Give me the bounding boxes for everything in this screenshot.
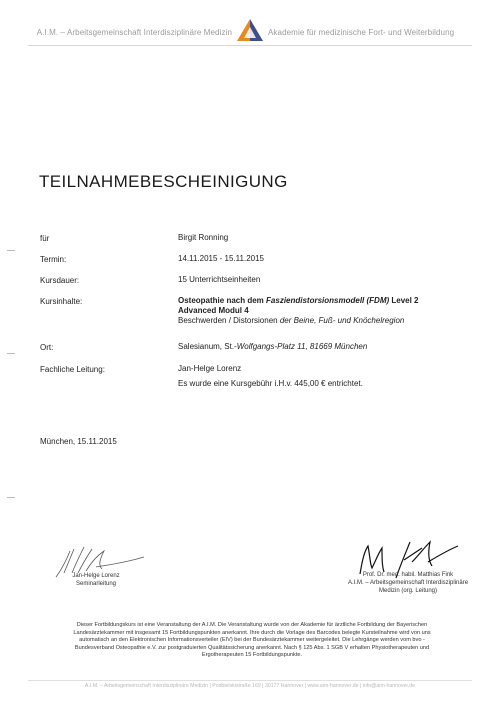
value-leitung: Jan-Helge Lorenz [178, 364, 242, 373]
value-ort: Salesianum, St.-Wolfgangs-Platz 11, 81669 München [178, 342, 368, 351]
note-line: Ergotherapeuten 15 Fortbildungspunkte. [201, 652, 303, 659]
signature-right-name: Prof. Dr. med. habil. Matthias Fink [362, 572, 454, 578]
signature-left-name: Jan-Helge Lorenz [72, 573, 120, 579]
label-fuer: für [40, 234, 50, 243]
aim-logo-icon [236, 18, 264, 42]
header-divider [28, 45, 472, 46]
course-title-line: Osteopathie nach dem Fasziendistorsionsmodell (FDM) Level 2 [178, 296, 419, 305]
signature-left-role: Seminarleitung [75, 581, 117, 587]
fee-statement: Es wurde eine Kursgebühr i.H.v. 445,00 € entrichtet. [178, 379, 363, 388]
note-line: automatisch an den Elektronischen Informationsverteiler (EIV) bei der Bundesärztekammer weitergeleitet. Die Lehrgänge werden vom bvo - [79, 637, 425, 644]
label-kursdauer: Kursdauer: [40, 276, 80, 285]
fold-mark [7, 353, 15, 354]
note-line: Dieser Fortbildungskurs ist eine Veranstaltung der A.I.M. Die Veranstaltung wurde von der Akademie für ärztliche Fortbildung der Bayerischen [76, 622, 428, 628]
course-topic-line: Beschwerden / Distorsionen der Beine, Fuß- und Knöchelregion [178, 316, 405, 325]
header-left-text: A.I.M. – Arbeitsgemeinschaft Interdisziplinäre Medizin [36, 28, 232, 37]
label-kursinhalte: Kursinhalte: [40, 297, 83, 306]
value-termin: 14.11.2015 - 15.11.2015 [178, 254, 264, 263]
header-right-text: Akademie für medizinische Fort- und Weiterbildung [268, 28, 455, 37]
course-module-line: Advanced Modul 4 [178, 306, 249, 315]
value-kursinhalte [178, 296, 419, 326]
signature-right-role: Medizin (org. Leitung) [378, 588, 438, 594]
value-participant: Birgit Ronning [178, 233, 229, 242]
accreditation-note [40, 622, 464, 660]
footer-address: A.I.M. – Arbeitsgemeinschaft Interdisziplinäre Medizin | Podbielskistraße 169 | 30177 Hannover | www.aim-hannover.de | info@aim-hannover.de [84, 683, 416, 689]
note-line: Landesärztekammer mit insgesamt 15 Fortbildungspunkten anerkannt. Ihre durch die Vorlage des Barcodes belegte Kursteilnahme wird von uns [73, 629, 431, 636]
fold-mark [7, 497, 15, 498]
label-leitung: Fachliche Leitung: [40, 365, 105, 374]
value-kursdauer: 15 Unterrichtseinheiten [178, 275, 261, 284]
label-termin: Termin: [40, 255, 67, 264]
document-title: TEILNAHMEBESCHEINIGUNG [39, 172, 288, 191]
footer-divider [28, 680, 472, 681]
fold-mark [7, 250, 15, 251]
place-date: München, 15.11.2015 [40, 437, 117, 446]
note-line: Bundesverband Osteopathie e.V. zur postgraduierten Qualitätssicherung anerkannt. Nach § 125 Abs. 1 SGB V erhalten Physiotherapeuten und [74, 644, 430, 651]
label-ort: Ort: [40, 343, 54, 352]
signature-right-org: A.I.M. – Arbeitsgemeinschaft Interdisziplinäre [347, 580, 469, 586]
